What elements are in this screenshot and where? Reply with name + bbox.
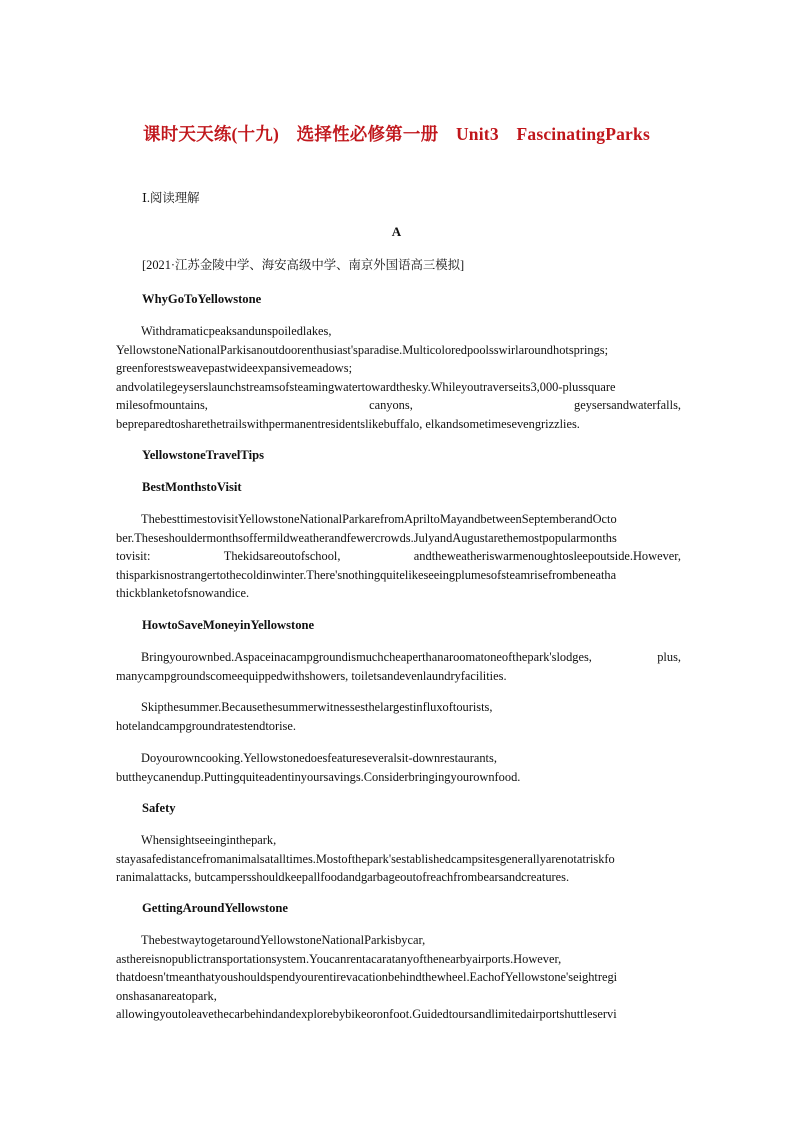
paragraph-best-months [116,510,681,603]
text-line: Withdramaticpeaksandunspoiledlakes, [141,324,332,338]
paragraph-getting-around [116,931,681,1024]
text-line: thickblanketofsnowandice. [116,586,250,601]
paragraph-bring-bed [116,648,681,685]
paragraph-own-cooking [116,749,681,786]
text-line: ranimalattacks, butcampersshouldkeepallfoodandgarbageoutofreachfrombearsandcreatures. [116,870,570,885]
text-line: thatdoesn'tmeanthatyoushouldspendyourentirevacationbehindthewheel.EachofYellowstone'seightregi [116,970,618,985]
heading-travel-tips: YellowstoneTravelTips [142,448,264,462]
text-line: Bringyourownbed.Aspaceinacampgroundismuchcheaperthanaroomatoneofthepark'slodges, plus, [141,650,681,664]
text-line: tovisit: Thekidsareoutofschool, andtheweatheriswarmenoughtosleepoutside.However, [116,549,681,564]
text-line: Skipthesummer.Becausethesummerwitnessesthelargestinfluxoftourists, [141,700,493,714]
text-line: buttheycanendup.Puttingquiteadentinyoursavings.Considerbringingyourownfood. [116,769,521,784]
paragraph-skip-summer [116,698,681,735]
text-line: thisparkisnostrangertothecoldinwinter.There'snothingquitelikeseeingplumesofsteamrisefrombeneatha [116,567,617,582]
text-line: ThebestwaytogetaroundYellowstoneNationalParkisbycar, [141,933,426,947]
text-line: allowingyoutoleavethecarbehindandexplorebybikeoronfoot.Guidedtoursandlimitedairportshuttleservi [116,1007,617,1022]
text-line: Whensightseeinginthepark, [141,833,277,847]
paragraph-safety [116,831,681,887]
text-line: ber.Theseshouldermonthsoffermildweatherandfewercrowds.JulyandAugustarethemostpopularmonths [116,530,617,545]
text-line: Doyourowncooking.Yellowstonedoesfeatureseveralsit-downrestaurants, [141,751,497,765]
heading-safety: Safety [142,801,176,815]
text-line: ThebesttimestovisitYellowstoneNationalParkarefromApriltoMayandbetweenSeptemberandOcto [141,512,617,526]
text-line: milesofmountains, canyons, geysersandwaterfalls, [116,398,681,413]
text-line: manycampgroundscomeequippedwithshowers, toiletsandevenlaundryfacilities. [116,668,507,683]
text-line: asthereisnopublictransportationsystem.Youcanrentacaratanyofthenearbyairports.However, [116,951,562,966]
text-line: andvolatilegeyserslaunchstreamsofsteamingwatertowardthesky.Whileyoutraverseits3,000-plussquare [116,379,616,394]
text-line: onshasanareatopark, [116,988,217,1003]
text-line: bepreparedtosharethetrailswithpermanentresidentslikebuffalo, elkandsometimesevengrizzlies. [116,416,580,431]
passage-letter: A [391,224,402,239]
heading-save-money: HowtoSaveMoneyinYellowstone [142,618,315,632]
source-citation: [2021·江苏金陵中学、海安高级中学、南京外国语高三模拟] [142,258,465,272]
text-line: stayasafedistancefromanimalsatalltimes.Mostofthepark'sestablishedcampsitesgenerallyarenotatriskfo [116,851,615,866]
heading-getting-around: GettingAroundYellowstone [142,901,289,915]
heading-best-months: BestMonthstoVisit [142,480,242,494]
text-line: hotelandcampgroundratestendtorise. [116,718,296,733]
text-line: YellowstoneNationalParkisanoutdoorenthusiast'sparadise.Multicoloredpoolsswirlaroundhotsprings; [116,342,609,357]
section-label: Ⅰ.阅读理解 [142,191,200,205]
text-line: greenforestsweavepastwideexpansivemeadows; [116,361,353,376]
page-title: 课时天天练(十九) 选择性必修第一册 Unit3 FascinatingParks [143,124,650,144]
heading-why-go: WhyGoToYellowstone [142,292,262,306]
paragraph-why-go [116,322,681,434]
